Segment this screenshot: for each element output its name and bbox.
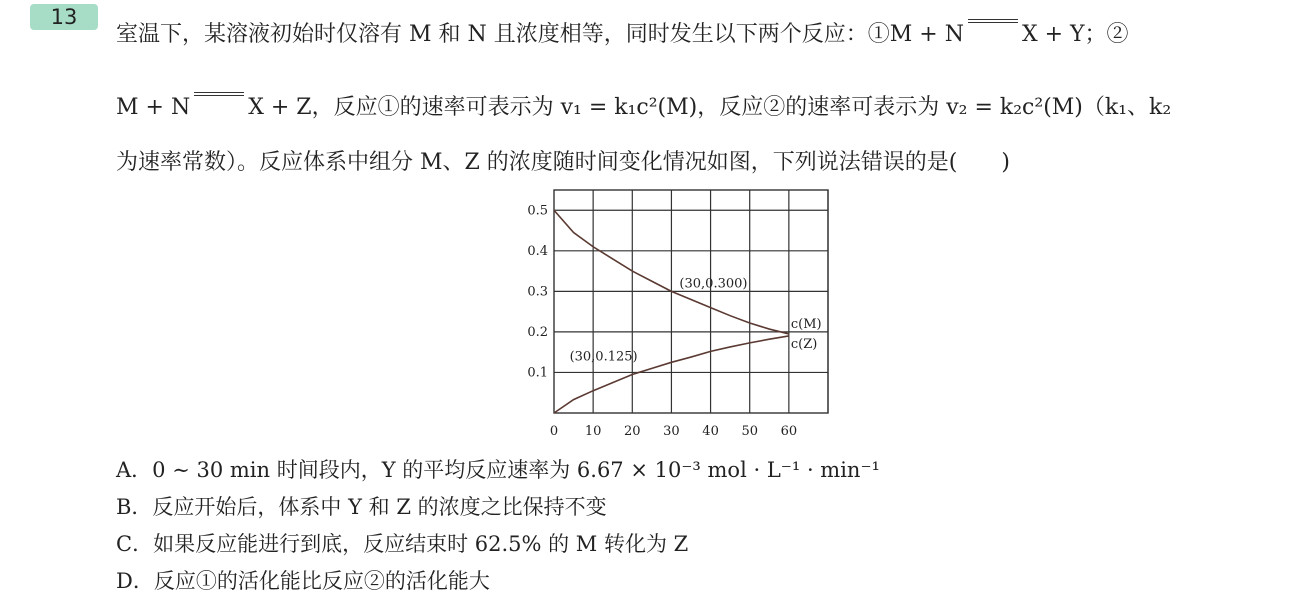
x-tick-label: 0 (549, 424, 559, 439)
y-tick-label: 0.3 (527, 284, 548, 300)
annotation-label: (30,0.300) (679, 276, 748, 292)
question-line-2-mid: X + Z，反应①的速率可表示为 (248, 95, 561, 120)
rate-2-expression: v₂ = k₂c²(M) (946, 95, 1083, 120)
x-tick-label: 20 (624, 424, 641, 439)
y-tick-label: 0.1 (527, 365, 548, 381)
question-number-badge (30, 4, 98, 30)
x-tick-label: 30 (663, 424, 680, 439)
equilibrium-sign (964, 25, 1022, 45)
question-line-3: 为速率常数）。反应体系中组分 M、Z 的浓度随时间变化情况如图，下列说法错误的是( ) (116, 150, 1010, 175)
question-line-1 (116, 22, 1129, 48)
y-tick-label: 0.2 (527, 324, 548, 340)
y-tick-label: 0.5 (527, 203, 548, 219)
x-tick-label: 40 (702, 424, 719, 439)
equilibrium-sign (190, 98, 248, 118)
concentration-time-chart (520, 186, 840, 441)
x-tick-label: 60 (780, 424, 798, 439)
question-number: 13 (50, 5, 78, 29)
series-label: c(Z) (790, 336, 818, 352)
y-tick-label: 0.4 (527, 243, 548, 259)
option-c[interactable]: C．如果反应能进行到底，反应结束时 62.5% 的 M 转化为 Z (116, 532, 689, 556)
annotation-label: (30,0.125) (569, 349, 638, 365)
plot-frame (554, 190, 828, 413)
question-line-2-head: M + N (116, 95, 191, 120)
option-d[interactable]: D．反应①的活化能比反应②的活化能大 (116, 569, 490, 593)
question-line-2 (116, 95, 1171, 121)
question-line-1-tail: X + Y；② (1021, 22, 1129, 47)
option-a[interactable]: A．0 ∼ 30 min 时间段内，Y 的平均反应速率为 6.67 × 10⁻³ mol · L⁻¹ · min⁻¹ (116, 458, 880, 482)
x-tick-label: 50 (741, 424, 758, 439)
question-line-2-tail: （k₁、k₂ (1082, 95, 1172, 120)
x-tick-label: 10 (584, 424, 602, 439)
option-b[interactable]: B．反应开始后，体系中 Y 和 Z 的浓度之比保持不变 (116, 495, 607, 519)
question-line-1-text: 室温下，某溶液初始时仅溶有 M 和 N 且浓度相等，同时发生以下两个反应：①M + N (116, 22, 964, 47)
series-label: c(M) (790, 316, 822, 332)
rate-1-expression: v₁ = k₁c²(M) (560, 95, 698, 120)
question-line-2-mid2: ，反应②的速率可表示为 (697, 95, 947, 120)
